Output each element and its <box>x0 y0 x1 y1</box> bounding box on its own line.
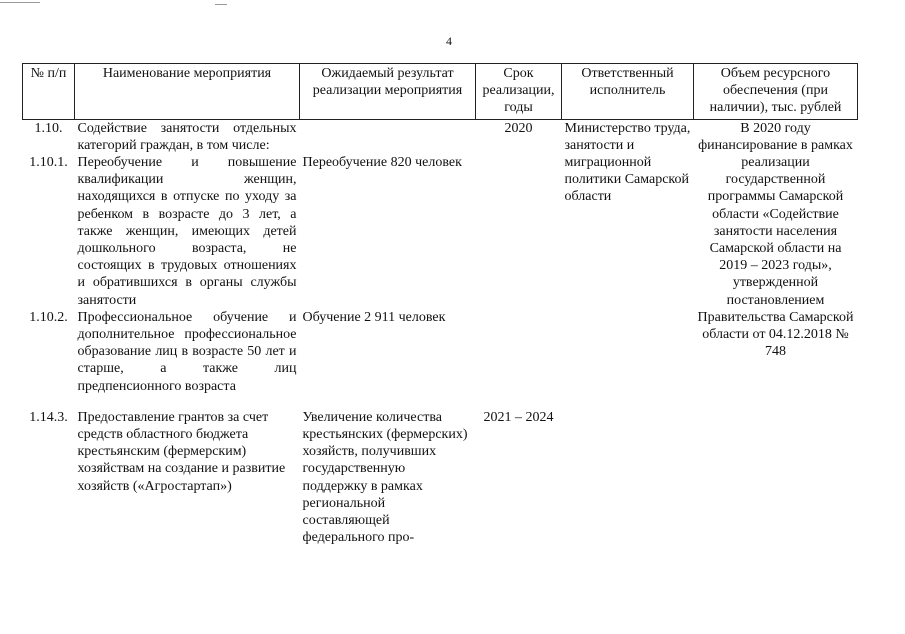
header-name: Наименование мероприятия <box>75 64 300 120</box>
row-volume <box>694 409 858 547</box>
header-executor: Ответственный исполнитель <box>562 64 694 120</box>
header-number: № п/п <box>23 64 75 120</box>
scan-artifact <box>0 2 40 3</box>
header-term: Срок реализации, годы <box>476 64 562 120</box>
row-number: 1.14.3. <box>29 409 68 425</box>
page-number: 4 <box>446 34 452 48</box>
row-executor <box>562 409 694 547</box>
header-result: Ожидаемый результат реализации мероприятия <box>300 64 476 120</box>
row-result <box>300 119 476 154</box>
row-volume: В 2020 году финансирование в рамках реализации государственной программы Самарской области «Содействие занятости населения Самарской области на 2019 – 2023 годы», утвержденной постановлением Правительства Самарской области от 04.12.2018 № 748 <box>697 120 854 360</box>
row-result: Обучение 2 911 человек <box>302 309 446 325</box>
table-row <box>23 409 858 547</box>
table-row <box>23 119 858 154</box>
row-result: Переобучение 820 человек <box>302 155 462 171</box>
row-number: 1.10.1. <box>29 155 68 171</box>
header-volume: Объем ресурсного обеспечения (при наличии), тыс. рублей <box>694 64 858 120</box>
row-number: 1.10. <box>34 120 63 136</box>
row-term: 2020 <box>504 120 533 136</box>
row-name: Переобучение и повышение квалификации женщин, находящихся в отпуске по уходу за ребенком в возрасте до 3 лет, а также женщин, имеющих детей дошкольного возраста, не состоящих в трудовых отношениях и обратившихся в органы службы занятости <box>77 155 297 308</box>
scan-artifact <box>215 4 227 5</box>
row-name: Содействие занятости отдельных категорий граждан, в том числе: <box>77 120 297 153</box>
row-result: Увеличение количества крестьянских (фермерских) хозяйств, получивших государственную поддержку в рамках региональной составляющей федерального про- <box>302 409 468 546</box>
row-name: Профессиональное обучение и дополнительное профессиональное образование лиц в возрасте 50 лет и старше, а также лиц предпенсионного возраста <box>77 309 297 394</box>
table-header-row <box>23 64 858 120</box>
row-term <box>476 154 562 309</box>
row-term: 2021 – 2024 <box>483 409 554 425</box>
row-executor: Министерство труда, занятости и миграционной политики Самарской области <box>564 120 691 205</box>
row-spacer <box>23 395 858 409</box>
action-plan-table <box>22 63 858 546</box>
row-name: Предоставление грантов за счет средств областного бюджета крестьянским (фермерским) хозяйствам на создание и развитие хозяйств («Агростартап») <box>77 409 286 494</box>
row-term <box>476 309 562 395</box>
row-number: 1.10.2. <box>29 309 68 325</box>
